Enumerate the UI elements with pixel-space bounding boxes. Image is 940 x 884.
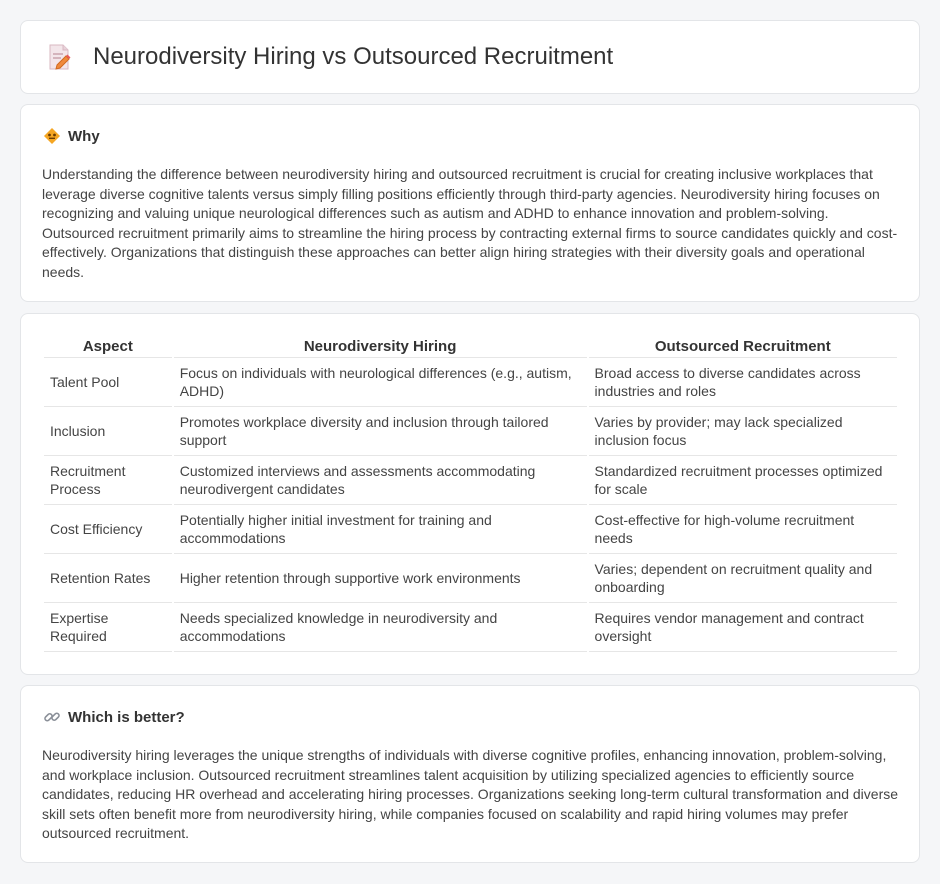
diamond-warning-icon [43,127,61,145]
row-aspect: Recruitment Process [44,456,172,505]
page-title: Neurodiversity Hiring vs Outsourced Recruitment [93,43,614,70]
why-section [20,104,920,302]
row-outsourced: Standardized recruitment processes optimized for scale [589,456,897,505]
link-icon [43,708,61,726]
why-heading-row [43,127,100,145]
better-text: Neurodiversity hiring leverages the unique strengths of individuals with diverse cognitive profiles, enhancing innovation, problem-solving, and workplace inclusion. Outsourced recruitment streamlines talent acquisition by utilizing specialized agencies to efficiently source candidates, reducing HR overhead and accelerating hiring processes. Organizations seeking long-term cultural transformation and diverse skill sets often benefit more from neurodiversity hiring, while companies focused on scalability and rapid hiring volumes may prefer outsourced recruitment. [42,747,899,842]
header-aspect: Aspect [44,334,172,358]
row-aspect: Expertise Required [44,603,172,652]
row-neurodiversity: Customized interviews and assessments accommodating neurodivergent candidates [174,456,587,505]
row-neurodiversity: Promotes workplace diversity and inclusion through tailored support [174,407,587,456]
document-pencil-icon [47,43,73,71]
row-neurodiversity: Focus on individuals with neurological differences (e.g., autism, ADHD) [174,358,587,407]
row-outsourced: Varies by provider; may lack specialized inclusion focus [589,407,897,456]
row-aspect: Talent Pool [44,358,172,407]
better-heading-row [43,708,185,726]
row-neurodiversity: Needs specialized knowledge in neurodiversity and accommodations [174,603,587,652]
table-header-row [44,334,897,358]
why-text: Understanding the difference between neurodiversity hiring and outsourced recruitment is crucial for creating inclusive workplaces that leverage diverse cognitive talents versus simply filling positions efficiently through third-party agencies. Neurodiversity hiring focuses on recognizing and valuing unique neurological differences such as autism and ADHD to enhance innovation and problem-solving. Outsourced recruitment primarily aims to streamline the hiring process by contracting external firms to source candidates quickly and cost-effectively. Organizations that distinguish these approaches can better align hiring strategies with their diversity goals and operational needs. [42,166,898,280]
table-row [44,603,897,652]
row-outsourced: Requires vendor management and contract oversight [589,603,897,652]
table-row [44,358,897,407]
row-aspect: Inclusion [44,407,172,456]
row-neurodiversity: Higher retention through supportive work environments [174,554,587,603]
comparison-section [20,313,920,675]
header-neurodiversity: Neurodiversity Hiring [174,334,587,358]
comparison-table [42,334,899,652]
which-better-section [20,685,920,863]
header-outsourced: Outsourced Recruitment [589,334,897,358]
row-aspect: Retention Rates [44,554,172,603]
table-row [44,554,897,603]
table-row [44,456,897,505]
row-neurodiversity: Potentially higher initial investment for training and accommodations [174,505,587,554]
title-card [20,20,920,94]
row-outsourced: Cost-effective for high-volume recruitment needs [589,505,897,554]
row-outsourced: Broad access to diverse candidates across industries and roles [589,358,897,407]
why-heading: Why [68,127,100,145]
title-row [47,43,613,71]
row-aspect: Cost Efficiency [44,505,172,554]
better-heading: Which is better? [68,708,185,726]
table-row [44,407,897,456]
row-outsourced: Varies; dependent on recruitment quality and onboarding [589,554,897,603]
table-row [44,505,897,554]
